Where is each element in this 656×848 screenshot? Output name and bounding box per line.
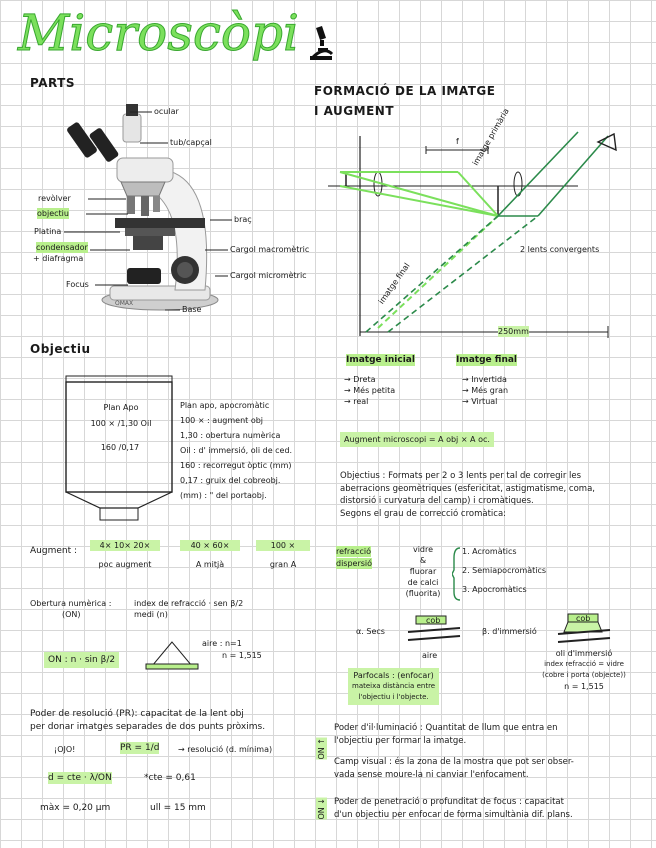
objectiu-heading: Objectiu [30, 342, 91, 356]
label-tub: tub/capçal [170, 138, 212, 147]
label-cargol-macro: Cargol macromètric [230, 245, 310, 254]
lens-line-3: 160 /0,17 [100, 443, 140, 452]
label-ocular: ocular [154, 107, 179, 116]
formation-subheading: I AUGMENT [314, 104, 395, 118]
label-distance: 250mm [498, 327, 529, 336]
list-item: → Dreta [344, 375, 376, 384]
imatge-final-list [462, 374, 508, 407]
label-lents: 2 lents convergents [520, 245, 600, 254]
cone-drawing [144, 638, 200, 672]
aire-label: aire [422, 651, 438, 660]
obertura-label: Obertura numèrica : [30, 599, 112, 608]
oli-line: (cobre i porta (objecte)) [542, 671, 626, 679]
formation-heading: FORMACIÓ DE LA IMATGE [314, 84, 496, 98]
list-item: 1. Acromàtics [462, 547, 517, 556]
bullet-block-2 [334, 756, 634, 781]
ull-value: ull = 15 mm [150, 803, 206, 813]
aire-n1: aire : n=1 [202, 639, 242, 648]
augment-values: 4× 10× 20× [90, 540, 160, 551]
augment-values: 100 × [256, 540, 310, 551]
augment-name: gran A [269, 560, 297, 569]
on-down-mark: ON ↓ [317, 798, 326, 820]
lens-line-1: Plan Apo [103, 403, 139, 412]
list-item: → Més petita [344, 386, 396, 395]
parfocals-note [348, 668, 439, 705]
label-cargol-micro: Cargol micromètric [230, 271, 307, 280]
label-condensador: condensador [36, 243, 88, 252]
paragraph-line: Objectius : Formats per 2 o 3 lents per tal de corregir les [340, 471, 582, 481]
parfocals-line: l'objectiu i l'objecte. [358, 693, 429, 701]
resolution-text [30, 708, 265, 733]
page-title: Microscòpi [18, 4, 299, 62]
max-value: màx = 0,20 µm [40, 803, 111, 813]
alpha-label: α. Secs [356, 627, 385, 636]
augment-values: 40 × 60× [180, 540, 240, 551]
calci-text: de calci [407, 578, 439, 587]
image-formation-diagram [318, 128, 618, 344]
cob-label: cob [426, 616, 441, 625]
label-revolver: revòlver [38, 194, 71, 203]
imatge-inicial-title: Imatge inicial [346, 355, 415, 365]
paragraph-line: Segons el grau de correcció cromàtica: [340, 508, 507, 519]
list-item: 2. Semiapocromàtics [462, 566, 547, 575]
bullet-line: Poder de penetració o profunditat de focus : capacitat [334, 797, 564, 807]
bullet-line: d'un objectiu per enfocar de forma simultània dif. plans. [334, 809, 573, 820]
imatge-final-title: Imatge final [456, 355, 518, 365]
aire-n1515: n = 1,515 [222, 651, 262, 660]
desc-item: 0,17 : gruix del cobreobj. [180, 476, 281, 485]
correction-list [462, 546, 546, 595]
obertura-def: index de refracció · sen β/2 [134, 599, 244, 608]
desc-item: 100 × : augment obj [180, 416, 264, 425]
parts-heading: PARTS [30, 76, 76, 90]
oli-line: index refracció = vidre [544, 660, 624, 668]
label-focus: Focus [66, 280, 89, 289]
list-item: → Invertida [462, 375, 507, 384]
bullet-block-3 [334, 796, 634, 821]
list-item: → Més gran [462, 386, 509, 395]
oli-block [534, 648, 634, 692]
bullet-line: l'objectiu per formar la imatge. [334, 735, 467, 746]
bullet-line: Camp visual : és la zona de la mostra que pot ser obser- [334, 757, 574, 767]
oli-line: n = 1,515 [564, 682, 604, 691]
label-base: Base [182, 305, 202, 314]
label-imatge-primaria: imatge primària [470, 106, 511, 167]
vidre-text: vidre [412, 545, 434, 554]
desc-item: Oil : d' immersió, oli de ced. [180, 446, 293, 455]
obertura-def-medi: medi (n) [134, 610, 168, 619]
augment-group [90, 540, 160, 570]
ojo-label: ¡OJO! [54, 745, 76, 754]
objectius-paragraph [340, 470, 640, 520]
resolution-line: per donar imatges separades de dos punts pròxims. [30, 721, 266, 732]
pr-formula: PR = 1/d [120, 743, 160, 753]
d-formula: d = cte · λ/ON [48, 773, 112, 783]
refraccio-label: refracció [336, 547, 371, 556]
resolution-line: Poder de resolució (PR): capacitat de la lent obj [30, 709, 244, 719]
label-bras: braç [234, 215, 252, 224]
correction-bracket [452, 546, 462, 602]
label-imatge-final: imatge final [376, 261, 412, 306]
fluorar-text: fluorar [409, 567, 437, 576]
augment-name: A mitjà [195, 560, 225, 569]
list-item: → Virtual [462, 397, 498, 406]
objectiu-desc-list [180, 398, 292, 503]
fluorita-text: (fluorita) [405, 589, 441, 598]
parfocals-line: Parfocals : (enfocar) [353, 671, 434, 680]
label-f: f [456, 137, 459, 146]
desc-item: Plan apo, apocromàtic [180, 401, 270, 410]
beta-label: β. d'immersió [482, 627, 537, 636]
lens-line-2: 100 × /1,30 Oil [90, 419, 152, 428]
augment-label: Augment : [30, 546, 78, 556]
augment-group [256, 540, 310, 570]
vidre-block [400, 544, 446, 599]
augment-name: poc augment [98, 560, 152, 569]
bullet-line: vada sense moure-la ni canviar l'enfocament. [334, 769, 529, 780]
obertura-formula: ON : n · sin β/2 [44, 652, 119, 668]
desc-item: 1,30 : obertura numèrica [180, 431, 281, 440]
pr-arrow-text: → resolució (d. mínima) [178, 745, 273, 754]
augment-formula: Augment microscopi = A obj × A oc. [340, 432, 494, 447]
oli-line: oli d'immersió [555, 649, 613, 658]
bullet-line: Poder d'il·luminació : Quantitat de llum que entra en [334, 723, 558, 733]
list-item: → real [344, 397, 369, 406]
cte-value: *cte = 0,61 [144, 773, 196, 783]
amp-text: & [419, 556, 427, 565]
paragraph-line: distorsió i curvatura del camp) i cromàtiques. [340, 496, 534, 506]
cob-label-immersion: cob [576, 614, 591, 623]
dispersio-label: dispersió [336, 559, 373, 568]
paragraph-line: aberracions geomètriques (esfericitat, astigmatisme, coma, [340, 483, 595, 494]
on-up-mark: ON ↑ [317, 738, 326, 760]
augment-group [180, 540, 240, 570]
label-platina: Platina [34, 227, 62, 236]
desc-item: (mm) : " del portaobj. [180, 491, 267, 500]
bullet-block-1 [334, 722, 634, 747]
desc-item: 160 : recorregut òptic (mm) [180, 461, 292, 470]
obertura-abbr: (ON) [62, 610, 81, 619]
parfocals-line: mateixa distància entre [352, 682, 436, 690]
svg-text:OMAX: OMAX [115, 300, 134, 307]
label-diafragma: + diafragma [33, 254, 84, 263]
imatge-inicial-list [344, 374, 395, 407]
list-item: 3. Apocromàtics [462, 585, 527, 594]
label-objectiu: objectiu [37, 209, 69, 218]
